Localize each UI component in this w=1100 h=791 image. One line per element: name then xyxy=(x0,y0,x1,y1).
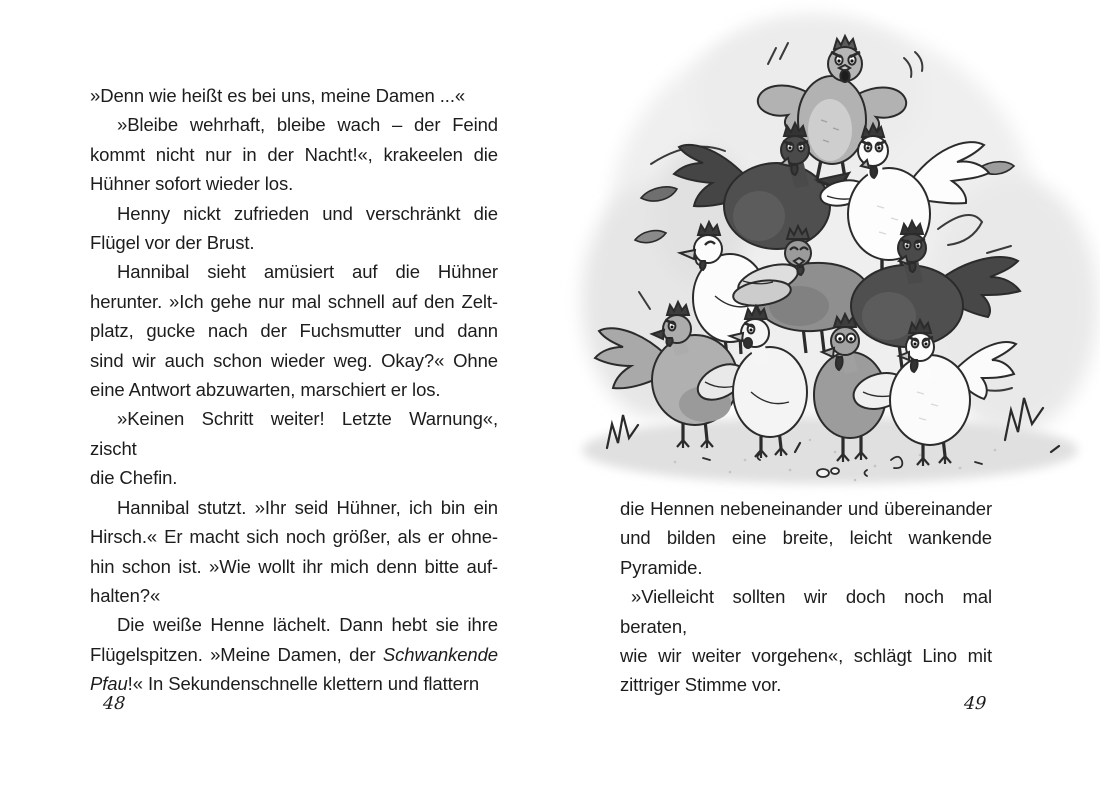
text-line: Hannibal stutzt. »Ihr seid Hühner, ich bin ein xyxy=(117,496,498,518)
page-number-left: 48 xyxy=(102,694,126,714)
text-line: Hühner sofort wieder los. xyxy=(90,173,294,195)
text-line: Pfau!« In Sekundenschnelle klettern und flattern xyxy=(90,673,480,695)
text-line: Die weiße Henne lächelt. Dann hebt sie ihre xyxy=(117,614,498,636)
text-line: eine Antwort abzuwarten, marschiert er los. xyxy=(90,379,441,401)
text-line: die Hennen nebeneinander und übereinander xyxy=(620,498,992,519)
text-line: herunter. »Ich gehe nur mal schnell auf den Zelt- xyxy=(90,290,498,312)
text-line: Hannibal sieht amüsiert auf die Hühner xyxy=(117,261,498,283)
text-line: Flügelspitzen. »Meine Damen, der Schwankende xyxy=(90,643,498,665)
text-line: und bilden eine breite, leicht wankende xyxy=(620,527,992,549)
text-line: »Vielleicht sollten wir doch noch mal beraten, xyxy=(620,586,992,637)
text-line: »Denn wie heißt es bei uns, meine Damen ...« xyxy=(90,85,466,106)
text-line: sind wir auch schon wieder weg. Okay?« Ohne xyxy=(90,349,498,371)
text-line: Henny nickt zufrieden und verschränkt die xyxy=(117,202,498,224)
text-line: wie wir weiter vorgehen«, schlägt Lino mit xyxy=(620,645,992,667)
text-line: Pyramide. xyxy=(620,556,703,578)
text-line: kommt nicht nur in der Nacht!«, krakeelen die xyxy=(90,143,498,165)
text-line: Flügel vor der Brust. xyxy=(90,232,255,254)
text-line: zittriger Stimme vor. xyxy=(620,674,782,696)
page-number-right: 49 xyxy=(963,694,987,714)
text-line: platz, gucke nach der Fuchsmutter und dann xyxy=(90,320,498,342)
right-page-text xyxy=(620,494,992,700)
text-line: »Bleibe wehrhaft, bleibe wach – der Feind xyxy=(117,114,498,136)
text-line: die Chefin. xyxy=(90,467,178,489)
left-page-text xyxy=(90,81,498,699)
text-line: Hirsch.« Er macht sich noch größer, als er ohne- xyxy=(90,526,498,548)
text-line: »Keinen Schritt weiter! Letzte Warnung«, zischt xyxy=(90,408,498,459)
text-line: halten?« xyxy=(90,584,161,606)
chicken-pyramid-illustration xyxy=(555,0,1100,500)
text-line: hin schon ist. »Wie wollt ihr mich denn bitte auf- xyxy=(90,555,498,577)
